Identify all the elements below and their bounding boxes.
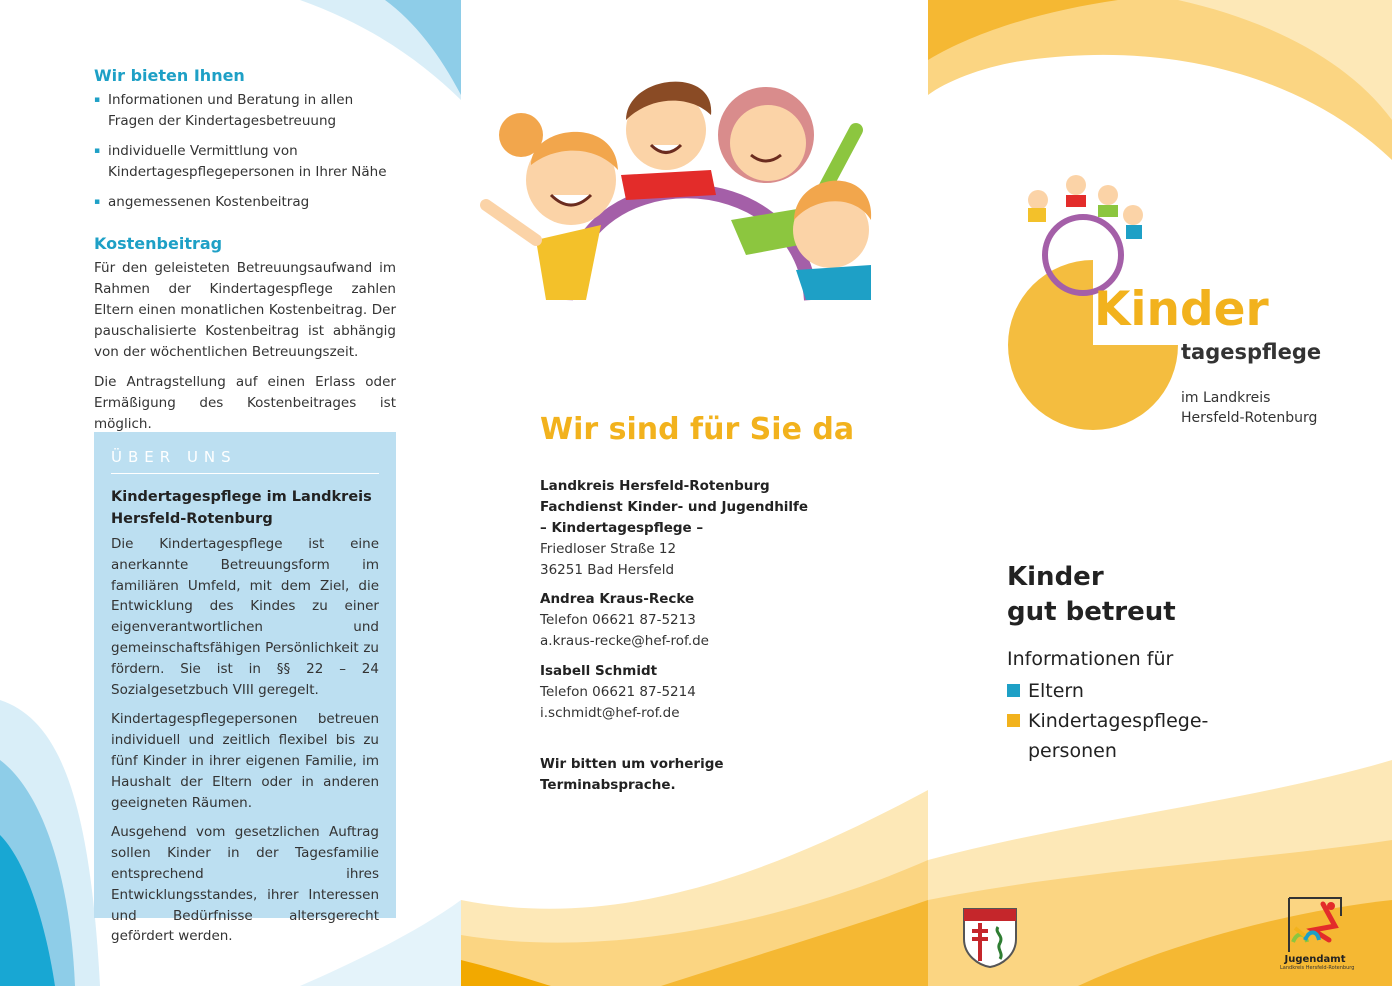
about-paragraph: Ausgehend vom gesetzlichen Auftrag sollen Kinder in der Tagesfamilie entsprechend ihres Entwicklungsstandes, ihrer Interessen und Bedürfnisse altersgerecht gefördert werden.: [111, 824, 379, 945]
coat-of-arms-icon: [960, 905, 1020, 969]
brand-tagespflege: tagespflege: [1181, 340, 1322, 364]
square-bullet-icon: [1007, 684, 1020, 697]
audience-item: Kindertagespflege- personen: [1007, 706, 1208, 766]
children-illustration: [476, 55, 896, 330]
contact-name: Andrea Kraus-Recke: [540, 591, 695, 607]
info-title: Informationen für: [1007, 648, 1174, 670]
jugendamt-sub: Landkreis Hersfeld-Rotenburg: [1280, 965, 1355, 971]
jugendamt-label: Jugendamt: [1284, 954, 1346, 965]
middle-panel: [461, 0, 928, 986]
contact-person: [540, 661, 860, 724]
about-paragraph: Die Kindertagespflege ist eine anerkannte Betreuungsform im familiären Umfeld, mit dem Ziel, die Entwicklung des Kindes zu einer eigenverantwortlichen und gemeinschaftsfähigen Persönlichkeit zu fördern. Sie ist in §§ 22 – 24 Sozialgesetzbuch VIII geregelt.: [111, 536, 379, 698]
jugendamt-logo-icon: [1283, 896, 1347, 954]
about-heading: ÜBER UNS: [111, 448, 379, 474]
offer-item: ▪ Informationen und Beratung in allen Fragen der Kindertagesbetreuung: [94, 90, 394, 132]
offer-heading: Wir bieten Ihnen: [94, 66, 245, 85]
org-line: Fachdienst Kinder- und Jugendhilfe: [540, 499, 809, 515]
org-line: Landkreis Hersfeld-Rotenburg: [540, 478, 770, 494]
jugendamt-logo: [1280, 896, 1355, 971]
brand-region: im Landkreis Hersfeld-Rotenburg: [1181, 390, 1318, 426]
brand-kinder: Kinder: [1094, 282, 1269, 337]
offer-item: ▪ angemessenen Kostenbeitrag: [94, 192, 394, 213]
cost-paragraph: Die Antragstellung auf einen Erlass oder Ermäßigung des Kostenbeitrages ist möglich.: [94, 374, 396, 432]
cost-paragraph: Für den geleisteten Betreuungsaufwand im Rahmen der Kindertagespflege zahlen Eltern einen monatlichen Kostenbeitrag. Der pauschalisierte Kostenbeitrag ist abhängig von der wöchentlichen Betreuungszeit.: [94, 260, 396, 360]
offer-item: ▪ individuelle Vermittlung von Kindertagespflegepersonen in Ihrer Nähe: [94, 141, 394, 183]
org-address: [540, 476, 860, 581]
about-paragraph: Kindertagespflegepersonen betreuen individuell und zeitlich flexibel bis zu fünf Kinder in ihrer eigenen Familie, im Haushalt der Eltern oder in anderen geeigneten Räumen.: [111, 711, 379, 811]
audience-item: Eltern: [1007, 676, 1084, 706]
cost-heading: Kostenbeitrag: [94, 234, 223, 253]
contact-name: Isabell Schmidt: [540, 663, 658, 679]
about-box: [94, 432, 396, 945]
appointment-note: Wir bitten um vorherige Terminabsprache.: [540, 756, 724, 793]
contact-email[interactable]: i.schmidt@hef-rof.de: [540, 705, 680, 721]
square-bullet-icon: [1007, 714, 1020, 727]
org-street: Friedloser Straße 12: [540, 541, 677, 557]
tagline: Kinder gut betreut: [1007, 562, 1176, 627]
org-city: 36251 Bad Hersfeld: [540, 562, 675, 578]
contact-phone: Telefon 06621 87-5213: [540, 612, 696, 628]
about-body: [111, 534, 379, 956]
org-line: – Kindertagespflege –: [540, 520, 704, 536]
contact-heading: Wir sind für Sie da: [540, 412, 855, 447]
contact-phone: Telefon 06621 87-5214: [540, 684, 696, 700]
yellow-swoosh-decoration: [928, 0, 1392, 986]
contact-person: [540, 589, 860, 652]
left-panel: [0, 0, 461, 986]
cost-text: [94, 258, 396, 444]
about-title: Kindertagespflege im Landkreis Hersfeld-Rotenburg: [111, 489, 372, 527]
contact-email[interactable]: a.kraus-recke@hef-rof.de: [540, 633, 709, 649]
offer-list: [94, 90, 394, 222]
right-panel: [928, 0, 1392, 986]
